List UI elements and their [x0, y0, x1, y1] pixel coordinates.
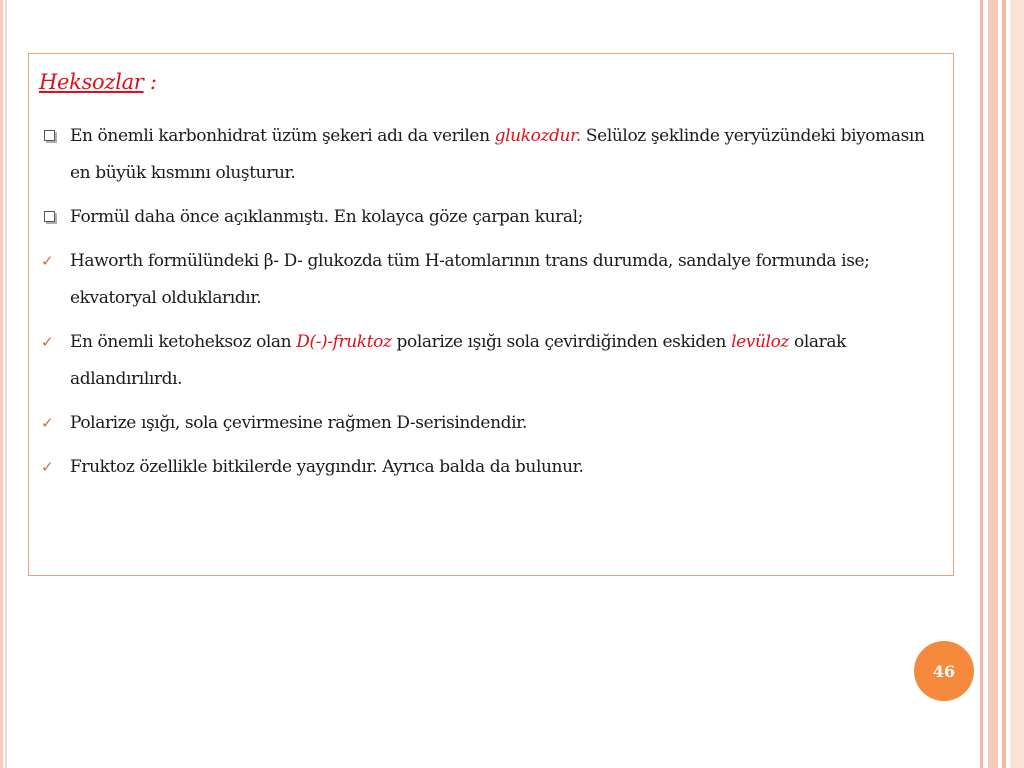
left-border-decoration	[0, 0, 10, 768]
list-item: Formül daha önce açıklanmıştı. En kolayca göze çarpan kural;	[39, 199, 944, 236]
checkmark-icon: ✓	[41, 414, 54, 432]
highlight-levuloz: levüloz	[731, 332, 789, 352]
highlight-glukozdur: glukozdur.	[494, 126, 581, 146]
bullet-list	[39, 118, 944, 493]
list-item: ✓ Fruktoz özellikle bitkilerde yaygındır. Ayrıca balda da bulunur.	[39, 449, 944, 486]
list-item: ✓ En önemli ketoheksoz olan D(-)-fruktoz polarize ışığı sola çevirdiğinden eskiden levüloz olarak adlandırılırdı.	[39, 324, 944, 398]
checkmark-icon: ✓	[41, 458, 54, 476]
highlight-fruktoz: D(-)-fruktoz	[296, 332, 392, 352]
checkmark-icon: ✓	[41, 333, 54, 351]
slide-heading: Heksozlar :	[39, 70, 157, 94]
list-item: ✓ Haworth formülündeki β- D- glukozda tüm H-atomlarının trans durumda, sandalye formunda ise; ekvatoryal olduklarıdır.	[39, 243, 944, 317]
content-box	[28, 53, 954, 576]
list-item: En önemli karbonhidrat üzüm şekeri adı da verilen glukozdur. Selüloz şeklinde yeryüzündeki biyomasın en büyük kısmını oluşturur.	[39, 118, 944, 192]
right-border-decoration	[980, 0, 1024, 768]
checkmark-icon: ✓	[41, 252, 54, 270]
page-number-badge: 46	[914, 641, 974, 701]
list-item: ✓ Polarize ışığı, sola çevirmesine rağmen D-serisindendir.	[39, 405, 944, 442]
